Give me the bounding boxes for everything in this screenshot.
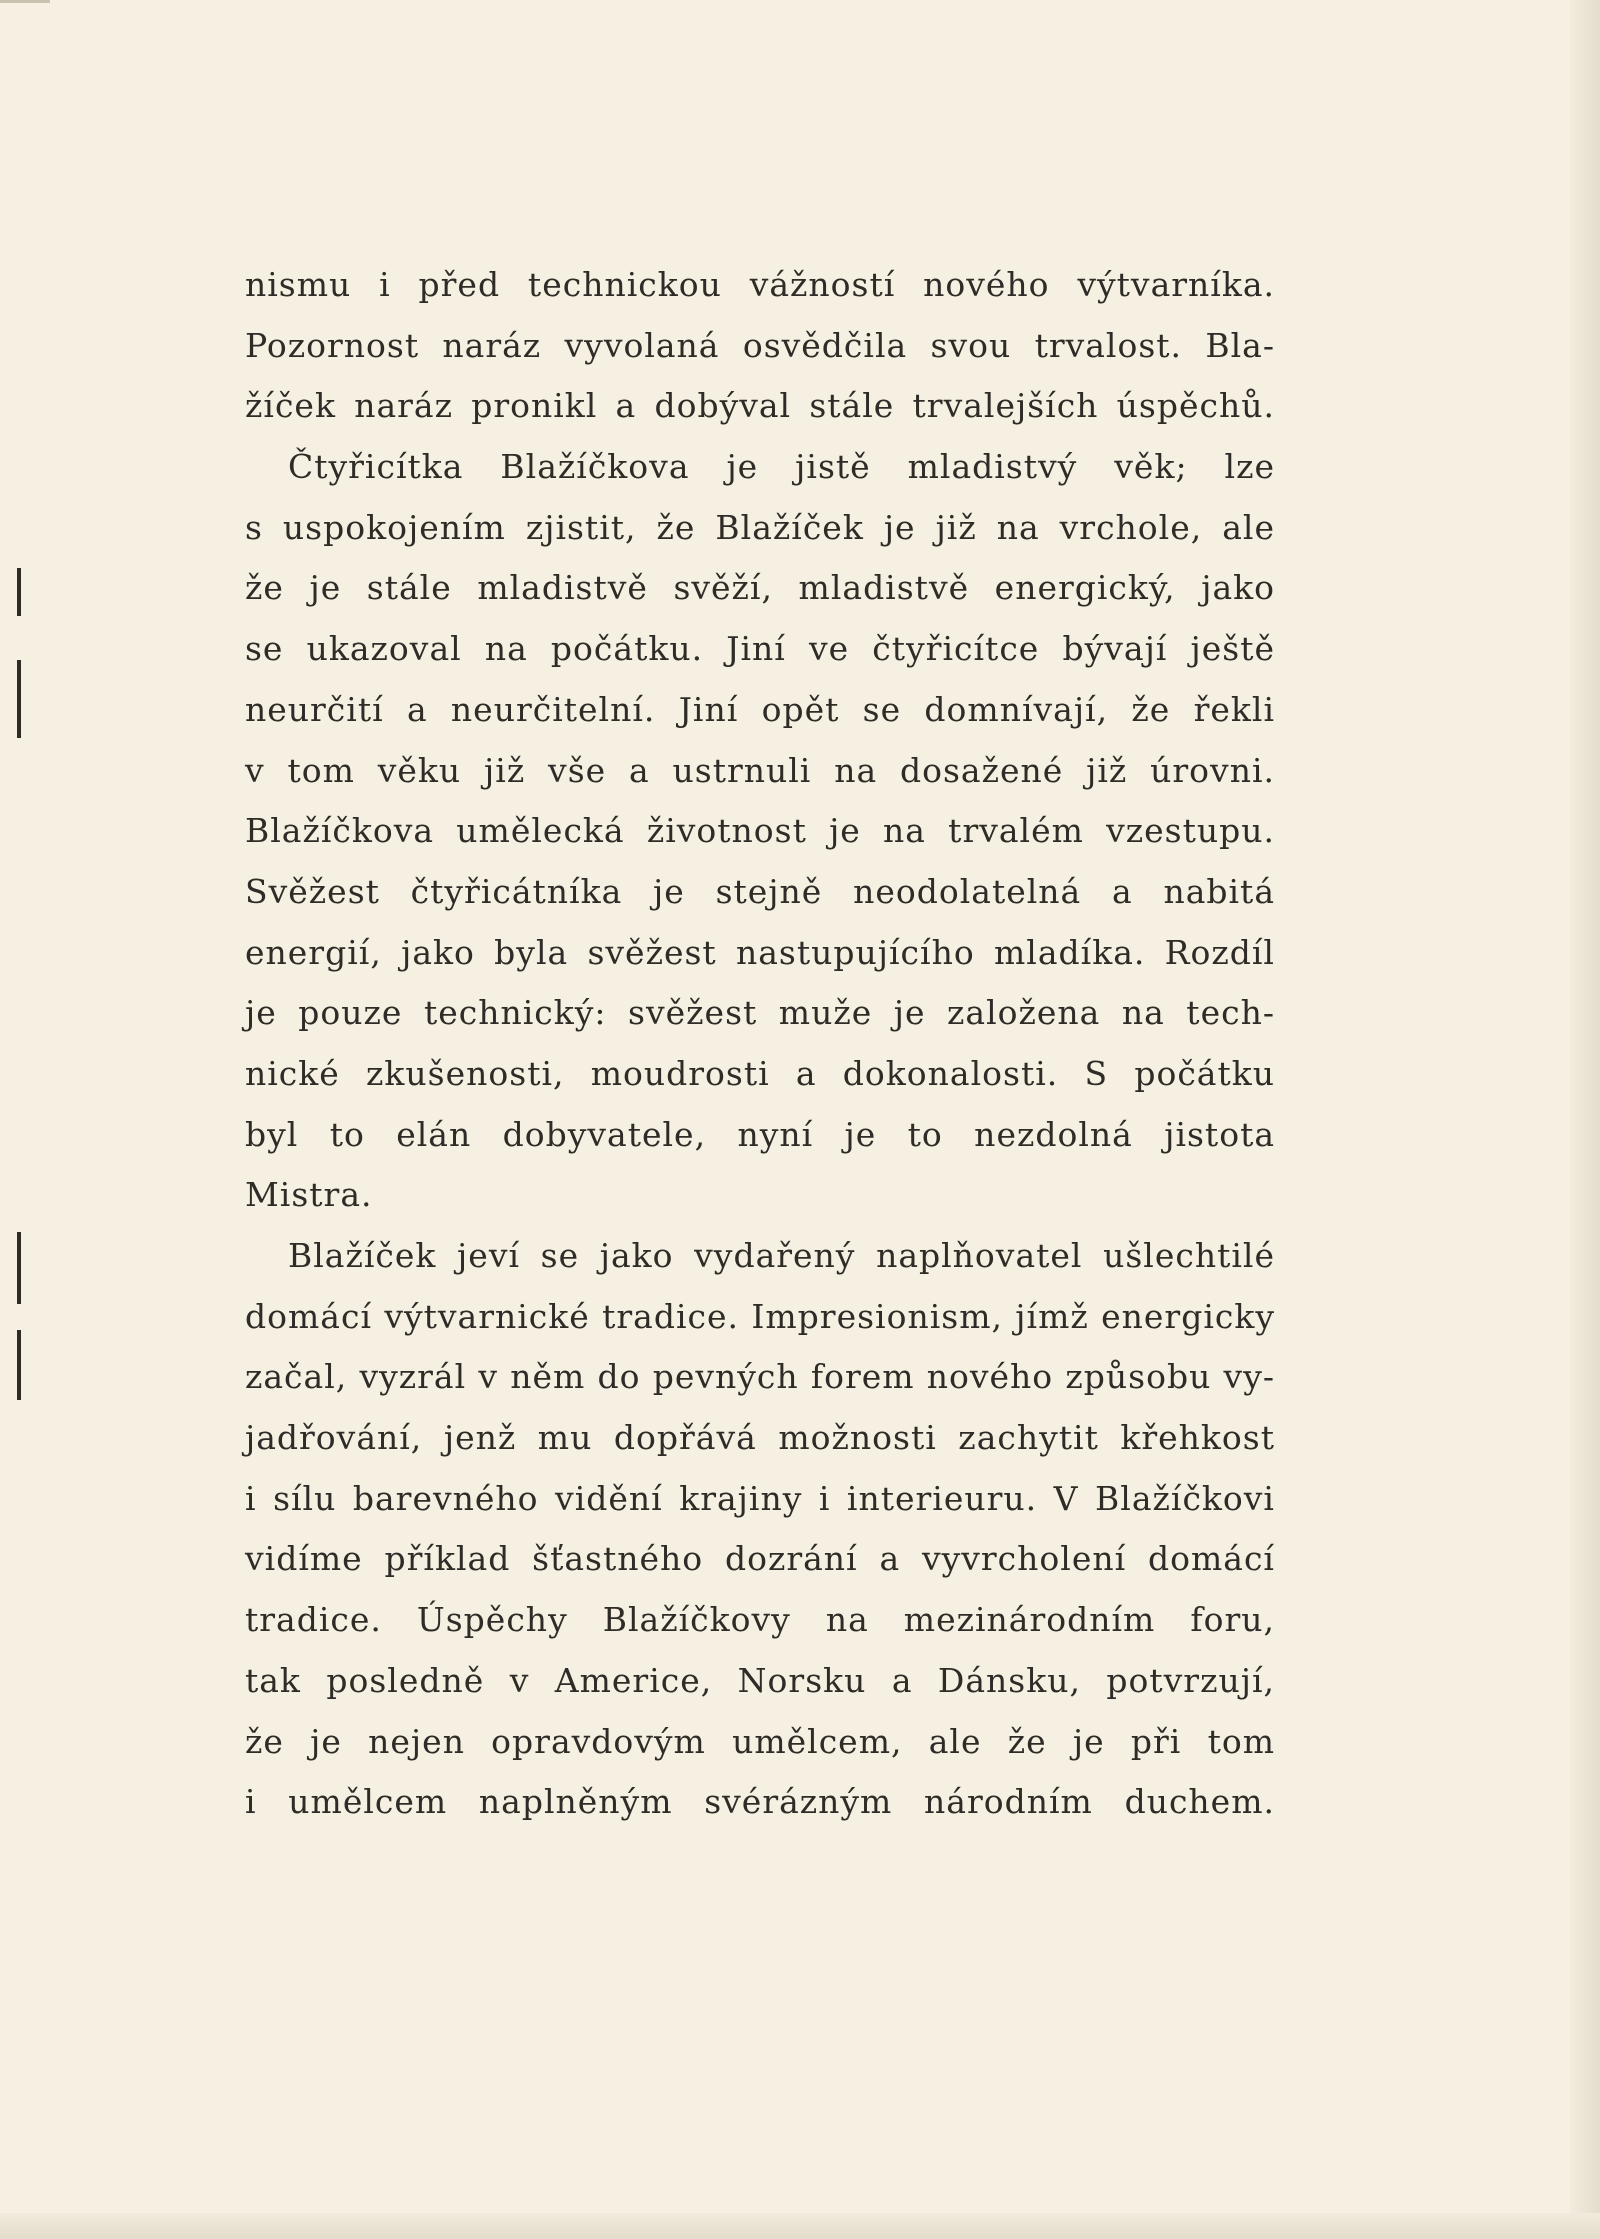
text-line: i sílu barevného vidění krajiny i interieuru. V Blažíčkovi xyxy=(245,1478,1275,1518)
text-line: nické zkušenosti, moudrosti a dokonalosti. S počátku xyxy=(245,1053,1275,1093)
text-line: domácí výtvarnické tradice. Impresionism, jímž energicky xyxy=(245,1296,1275,1336)
text-line: Čtyřicítka Blažíčkova je jistě mladistvý věk; lze xyxy=(288,447,1275,487)
text-line: s uspokojením zjistit, že Blažíček je již na vrchole, ale xyxy=(245,507,1275,547)
text-line: že je nejen opravdovým umělcem, ale že je při tom xyxy=(245,1721,1275,1761)
page-bottom-edge xyxy=(0,2213,1600,2239)
text-line: je pouze technický: svěžest muže je založena na tech- xyxy=(245,993,1275,1033)
text-line: jadřování, jenž mu dopřává možnosti zachytit křehkost xyxy=(245,1418,1275,1458)
text-line: i umělcem naplněným svérázným národním duchem. xyxy=(245,1782,1275,1822)
text-line: nismu i před technickou vážností nového výtvarníka. xyxy=(245,265,1275,304)
text-line: tak posledně v Americe, Norsku a Dánsku, potvrzují, xyxy=(245,1660,1275,1700)
text-line: Blažíčkova umělecká životnost je na trvalém vzestupu. xyxy=(245,811,1275,851)
body-text xyxy=(245,255,1275,1833)
text-line: neurčití a neurčitelní. Jiní opět se domnívají, že řekli xyxy=(245,689,1275,729)
binding-mark xyxy=(17,568,21,616)
page-top-edge-mark xyxy=(0,0,50,3)
page-right-edge xyxy=(1570,0,1600,2239)
text-line: se ukazoval na počátku. Jiní ve čtyřicítce bývají ještě xyxy=(245,629,1275,669)
text-line: začal, vyzrál v něm do pevných forem nového způsobu vy- xyxy=(245,1357,1275,1397)
text-line: Mistra. xyxy=(245,1175,373,1215)
text-line: Pozornost naráz vyvolaná osvědčila svou trvalost. Bla- xyxy=(245,325,1275,365)
text-line: energií, jako byla svěžest nastupujícího mladíka. Rozdíl xyxy=(245,932,1275,972)
text-line: žíček naráz pronikl a dobýval stále trvalejších úspěchů. xyxy=(245,386,1275,426)
text-line: byl to elán dobyvatele, nyní je to nezdolná jistota xyxy=(245,1114,1275,1154)
binding-mark xyxy=(17,660,21,738)
binding-mark xyxy=(17,1330,21,1400)
text-line: Svěžest čtyřicátníka je stejně neodolatelná a nabitá xyxy=(245,871,1275,911)
text-line: že je stále mladistvě svěží, mladistvě energický, jako xyxy=(245,568,1275,608)
binding-mark xyxy=(17,1232,21,1304)
text-line: v tom věku již vše a ustrnuli na dosažené již úrovni. xyxy=(245,750,1275,790)
text-line: tradice. Úspěchy Blažíčkovy na mezinárodním foru, xyxy=(245,1600,1275,1640)
text-line: vidíme příklad šťastného dozrání a vyvrcholení domácí xyxy=(245,1539,1275,1579)
text-line: Blažíček jeví se jako vydařený naplňovatel ušlechtilé xyxy=(288,1236,1275,1275)
